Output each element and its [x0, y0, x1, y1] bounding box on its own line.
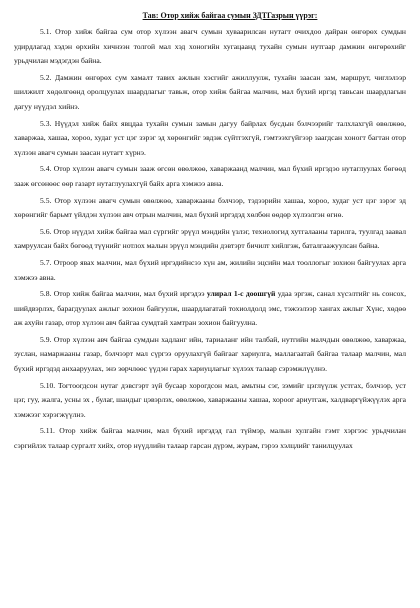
paragraph-text: 5.5. Отор хүлээн авагч сумын өвөлжөө, хаваржааны бэлчээр, тэдээрийн хашаа, хороо, худаг уст цэг зэрэг эд хөрөнгийг барьмт үйлдэн хүлээн авч отрын малчин, мал бүхий иргэдэд хөлбөн өөдөр хүлээлгэн өгнө.	[14, 195, 406, 220]
paragraph-text: 5.9. Отор хүлээн авч байгаа сумдын хадланг ийн, тариаланг ийн талбай, нутгийн малчдын өвөлжөө, хаваржаа, зуслан, намаржааны газар, бэлчээрт мал сүргээ оруулахгүй байгааг хариулга, маллагаатай байгаа талаар малчин, мал бүхий иргэдэд анхааруулах, энэ зөрчлөөс үүдэн гарах хариуцлагыг хүлээх талаар сэрэмжлүүлнэ.	[14, 334, 406, 374]
paragraph-text: 5.7. Отроор явах малчин, мал бүхий иргэдийнсээ хүн ам, жилийн эцсийн мал тооллогыг зохион байгуулах арга хэмжээ авна.	[14, 257, 406, 282]
paragraph-text: 5.6. Отор нүүдэл хийж байгаа мал сүргийг эрүүл мэндийн үзлэг, технологид хутгалааны тарилга, туулгад заавал хамруулсан байх бөгөөд түүнийг нотлох малын эрүүл мэндийн дэвтэрт бичилт хийлгэж, баталгаажуулсан байна.	[14, 226, 406, 251]
paragraph-text: 5.10. Тогтоогдсон нутаг дэвсгэрт зүй бусаар хорогдсон мал, амьтны сэг, зэмийг цэглүүлж устгах, бэлчээр, уст цэг, гуу, жалга, усны эх , булаг, шандыг цэвэрлэх, өвөлжөө, хаваржааны хашаа, хороог ариутгаж, халдваргүйжүүлэх арга хэмжээг хэрэгжүүлнэ.	[14, 380, 406, 419]
paragraph-text: 5.3. Нүүдэл хийж байх явцдаа тухайн сумын замын дагуу байрлах бусдын бэлчээрийг талхлахгүй өвөлжөө, хаваржаа, хашаа, хороо, худаг уст цэг зэрэг эд хөрөнгийг эвдэж сүйтгэхгүй, гэмтээхгүйгээр заагдсан хоногт багтан отор хүлээн авагч сумын заасан нутагт хүрнэ.	[14, 118, 406, 157]
paragraph-5-6	[14, 225, 406, 254]
paragraph-text: 5.4. Отор хүлээн авагч сумын зааж өгсөн өвөлжөө, хаваржаанд малчин, мал бүхий иргэдэо нутаглуулах бөгөөд зааж өгсөнөөс өөр газарт нутаглуулахгүй байх арга хэмжээ авна.	[14, 164, 406, 188]
paragraph-text-continued: удаа эргэж, санал хүсэлтийг нь сонсох, шийдвэрлэх, барагдуулах ажлыг зохион байгуулж, шаардлагатай тохиолдолд эмс, тэжээлээр хангах ажлыг Хүнс, хөдөө аж ахуйн газар, отор хүлээн авч байгаа сумдтай хамтран зохион байгуулна.	[14, 289, 406, 328]
paragraph-text: 5.2. Дамжин өнгөрөх сум хамалт тавих ажлын хэсгийг ажиллуулж, тухайн заасан зам, маршрут, чиглэлээр шилжилт хөдөлгөөнд оролцуулах шаардлагыг тавьж, отор хийж байгаа малчин, мал бүхий иргэд тавьсан шаардлагын дагуу нүүдэл хийнэ.	[14, 72, 406, 111]
paragraph-bold-text: улирал 1-с доошгүй	[206, 289, 276, 299]
paragraph-5-8	[14, 287, 406, 331]
paragraph-text: 5.11. Отор хийж байгаа малчин, мал бүхий иргэдэд гал түймэр, малын хулгайн гэмт хэргээс урьдчилан сэргийлэх талаар сургалт хийх, отор нүүдлийн талаар гарсан дүрэм, журам, гэрээ хэлцлийг танилцуулах	[14, 426, 406, 451]
paragraph-5-2	[14, 71, 406, 115]
paragraph-5-5	[14, 194, 406, 223]
paragraph-5-4	[14, 162, 406, 191]
paragraph-text: 5.1. Отор хийж байгаа сум отор хүлээн авагч сумын хуваарилсан нутагт очихдоо дайран өнгөрөх сумдын удирдлагад хэдэн өрхийн хичнээн толгой мал хэд хоногийн хугацаанд тухайн сумын нутгаар дамжин өнгөрөхийг урьдчилан мэдэгдэн байна.	[14, 27, 406, 66]
paragraph-text: 5.8. Отор хийж байгаа малчин, мал бүхий иргэдээ	[40, 289, 207, 299]
paragraph-5-11	[14, 424, 406, 453]
paragraph-5-3	[14, 117, 406, 161]
paragraph-5-9	[14, 333, 406, 377]
document-title: Тав: Отор хийж байгаа сумын ЗДТГазрын үүрэг:	[142, 11, 318, 20]
paragraph-5-1	[14, 25, 406, 69]
paragraph-5-10	[14, 379, 406, 423]
paragraph-5-7	[14, 256, 406, 285]
